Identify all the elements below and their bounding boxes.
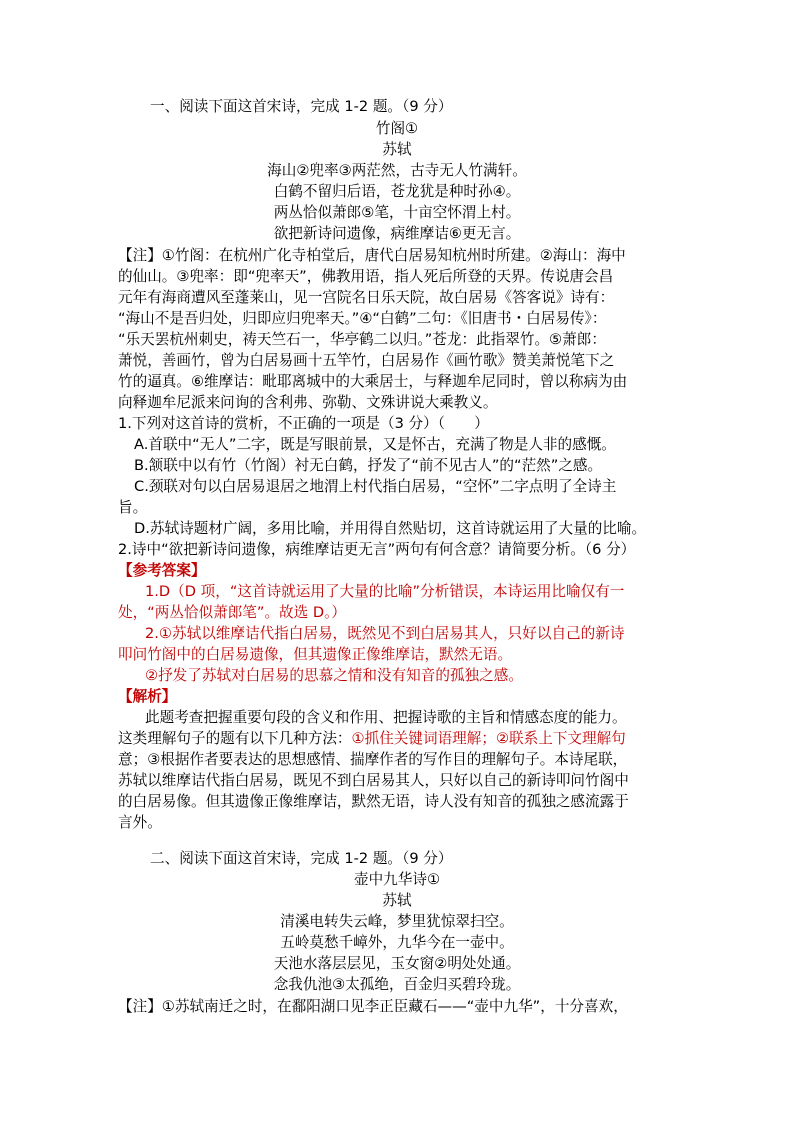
section1-poem-title: 竹阁① <box>375 120 419 137</box>
analysis-label: 【解析】 <box>118 688 177 705</box>
section1-note-line: “乐天罢杭州刺史，祷天竺石一，华亭鹤二以归。”苍龙：此指翠竹。⑤萧郎： <box>118 331 606 348</box>
section1-note-line: 向释迦牟尼派来问询的含利弗、弥勒、文殊讲说大乘教义。 <box>118 394 498 411</box>
section2-note-line: 【注】①苏轼南迁之时，在鄱阳湖口见李正臣藏石——“壶中九华”，十分喜欢， <box>118 998 628 1015</box>
question-1-stem: 1.下列对这首诗的赏析，不正确的一项是（3 分）（ ） <box>118 415 489 432</box>
question-1-option-c: C.颈联对句以白居易退居之地渭上村代指白居易，“空怀”二字点明了全诗主 <box>134 478 617 495</box>
answer-line: 处，“两丛恰似萧郎笔”。故选 D。） <box>118 604 347 621</box>
section2-heading: 二、阅读下面这首宋诗，完成 1-2 题。（9 分） <box>150 850 453 867</box>
analysis-line: 意；③根据作者要表达的思想感情、揣摩作者的写作目的理解句子。本诗尾联， <box>118 751 628 768</box>
section1-poem-line: 欲把新诗问遗像，病维摩诘⑥更无言。 <box>273 225 521 242</box>
section2-poem-line: 念我仇池③太孤绝，百金归买碧玲珑。 <box>273 976 521 993</box>
section1-note-line: 萧悦，善画竹，曾为白居易画十五竿竹，白居易作《画竹歌》赞美萧悦笔下之 <box>118 352 615 369</box>
question-2-stem: 2.诗中“欲把新诗问遗像，病维摩诘更无言”两句有何含意？请简要分析。（6 分） <box>118 541 636 558</box>
analysis-line-part: 这类理解句子的题有以下几种方法： <box>118 730 352 747</box>
analysis-line: 言外。 <box>118 814 162 831</box>
section1-note-line: 竹的逼真。⑥维摩诘：毗耶离城中的大乘居士，与释迦牟尼同时，曾以称病为由 <box>118 373 628 390</box>
answer-line: ②抒发了苏轼对白居易的思慕之情和没有知音的孤独之感。 <box>145 667 523 684</box>
section2-author: 苏轼 <box>382 892 412 909</box>
section1-poem-line: 白鹤不留归后语，苍龙犹是种时孙④。 <box>273 183 521 200</box>
section1-author: 苏轼 <box>382 141 412 158</box>
section2-poem-title: 壶中九华诗① <box>353 871 441 888</box>
analysis-line: 苏轼以维摩诘代指白居易，既见不到白居易其人，只好以自己的新诗叩问竹阁中 <box>118 772 629 789</box>
answer-line: 叩问竹阁中的白居易遗像，但其遗像正像维摩诘，默然无语。 <box>118 646 513 663</box>
answer-line: 1.D（D 项，“这首诗就运用了大量的比喻”分析错误，本诗运用比喻仅有一 <box>145 583 625 600</box>
analysis-line: 此题考查把握重要句段的含义和作用、把握诗歌的主旨和情感态度的能力。 <box>145 709 627 726</box>
analysis-line: 的白居易像。但其遗像正像维摩诘，默然无语，诗人没有知音的孤独之感流露于 <box>118 793 629 810</box>
question-1-option-c-cont: 旨。 <box>118 499 148 516</box>
section2-poem-line: 清溪电转失云峰，梦里犹惊翠扫空。 <box>280 913 514 930</box>
section1-note-line: 【注】①竹阁：在杭州广化寺柏堂后，唐代白居易知杭州时所建。②海山：海中 <box>118 247 626 264</box>
question-1-option-b: B.颔联中以有竹（竹阁）衬无白鹤，抒发了“前不见古人”的“茫然”之感。 <box>134 457 603 474</box>
section1-note-line: 的仙山。③兜率：即“兜率天”，佛教用语，指人死后所登的天界。传说唐会昌 <box>118 268 614 285</box>
question-1-option-d: D.苏轼诗题材广阔，多用比喻，并用得自然贴切，这首诗就运用了大量的比喻。 <box>134 520 647 537</box>
analysis-line-part: ①抓住关键词语理解；②联系上下文理解句 <box>351 730 626 747</box>
section2-poem-line: 天池水落层层见，玉女窗②明处处通。 <box>273 955 521 972</box>
section2-poem-line: 五岭莫愁千嶂外，九华今在一壶中。 <box>280 934 514 951</box>
question-1-option-a: A.首联中“无人”二字，既是写眼前景，又是怀古，充满了物是人非的感慨。 <box>134 436 616 453</box>
section1-note-line: 元年有海商遭风至蓬莱山，见一宫院名日乐天院，故白居易《答客说》诗有： <box>118 289 615 306</box>
answer-label: 【参考答案】 <box>118 562 206 579</box>
section1-poem-line: 两丛恰似萧郎⑤笔，十亩空怀渭上村。 <box>273 204 521 221</box>
section1-note-line: “海山不是吾归处，归即应归兜率天。”④“白鹤”二句：《旧唐书・白居易传》： <box>118 310 607 327</box>
section1-poem-line: 海山②兜率③两茫然，古寺无人竹满轩。 <box>267 162 527 179</box>
analysis-line <box>118 728 626 749</box>
section1-heading: 一、阅读下面这首宋诗，完成 1-2 题。（9 分） <box>150 98 453 115</box>
answer-line: 2.①苏轼以维摩诘代指白居易，既然见不到白居易其人，只好以自己的新诗 <box>145 625 625 642</box>
